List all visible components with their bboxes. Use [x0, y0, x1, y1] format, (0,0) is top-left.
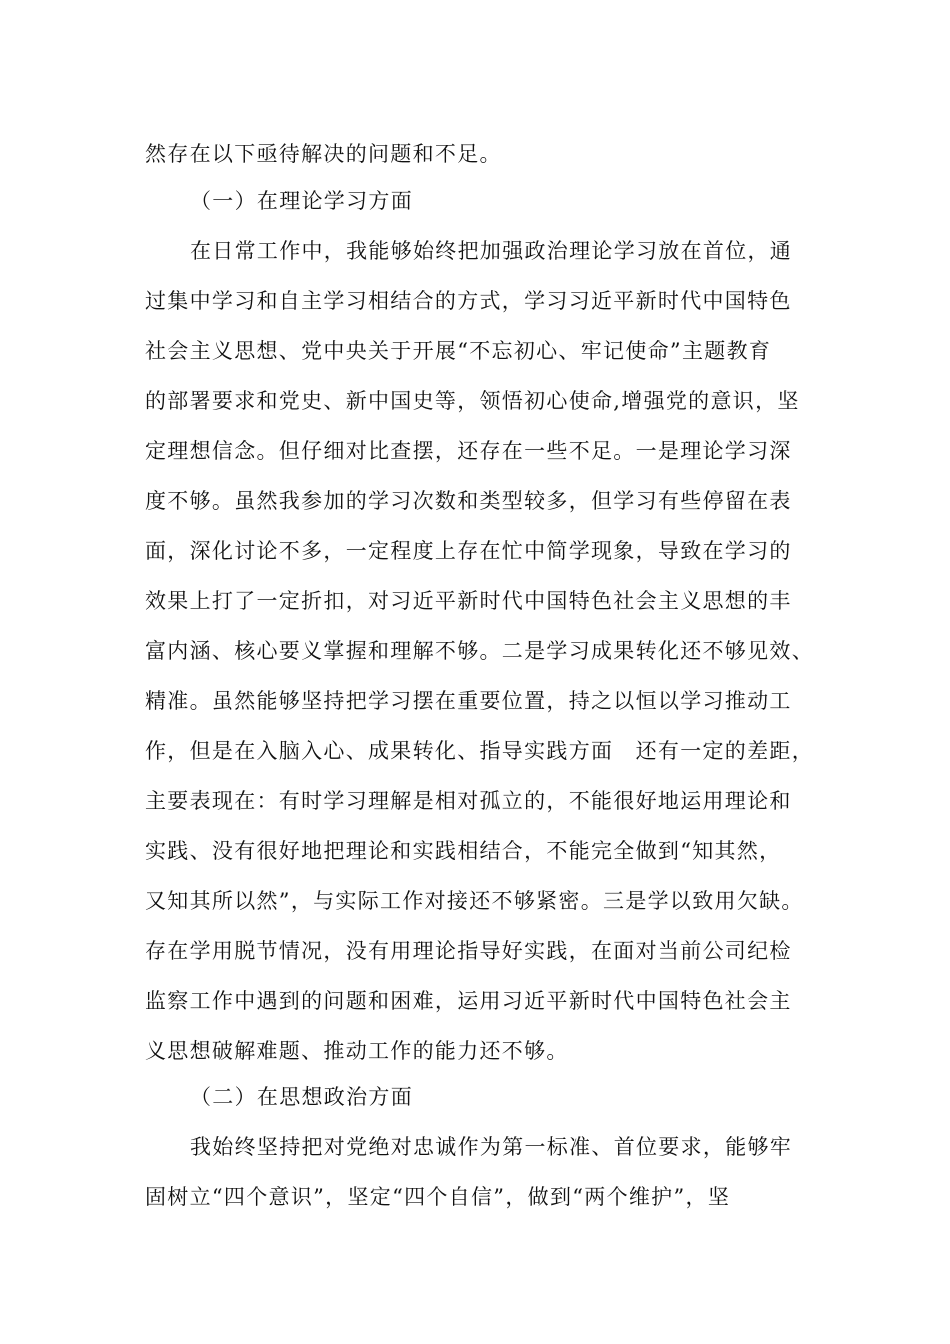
paragraph-line: 定理想信念。但仔细对比查摆，还存在一些不足。一是理论学习深: [145, 439, 792, 463]
section-heading-theory-study: （一）在理论学习方面: [190, 189, 413, 213]
paragraph-line: 富内涵、核心要义掌握和理解不够。二是学习成果转化还不够见效、: [145, 639, 814, 663]
paragraph-line: 在日常工作中，我能够始终把加强政治理论学习放在首位，通: [190, 239, 793, 263]
paragraph-line: 面，深化讨论不多，一定程度上存在忙中简学现象，导致在学习的: [145, 539, 792, 563]
paragraph-line: 精准。虽然能够坚持把学习摆在重要位置，持之以恒以学习推动工: [145, 689, 792, 713]
paragraph-continuation-line: 然存在以下亟待解决的问题和不足。: [145, 142, 502, 166]
paragraph-line: 的部署要求和党史、新中国史等，领悟初心使命,增强党的意识，坚: [145, 389, 800, 413]
paragraph-line: 义思想破解难题、推动工作的能力还不够。: [145, 1039, 569, 1063]
paragraph-line: 固树立“四个意识”，坚定“四个自信”，做到“两个维护”，坚: [145, 1185, 731, 1209]
paragraph-line: 度不够。虽然我参加的学习次数和类型较多，但学习有些停留在表: [145, 489, 792, 513]
section-heading-ideology-politics: （二）在思想政治方面: [190, 1085, 413, 1109]
paragraph-line: 作，但是在入脑入心、成果转化、指导实践方面 还有一定的差距，: [145, 739, 814, 763]
paragraph-line: 效果上打了一定折扣，对习近平新时代中国特色社会主义思想的丰: [145, 589, 792, 613]
paragraph-line: 存在学用脱节情况，没有用理论指导好实践，在面对当前公司纪检: [145, 939, 792, 963]
paragraph-line: 社会主义思想、党中央关于开展“不忘初心、牢记使命”主题教育: [145, 339, 772, 363]
paragraph-line: 实践、没有很好地把理论和实践相结合，不能完全做到“知其然，: [145, 839, 782, 863]
paragraph-line: 我始终坚持把对党绝对忠诚作为第一标准、首位要求，能够牢: [190, 1135, 793, 1159]
paragraph-line: 又知其所以然”，与实际工作对接还不够紧密。三是学以致用欠缺。: [145, 889, 804, 913]
paragraph-line: 过集中学习和自主学习相结合的方式，学习习近平新时代中国特色: [145, 289, 792, 313]
paragraph-line: 主要表现在：有时学习理解是相对孤立的，不能很好地运用理论和: [145, 789, 792, 813]
paragraph-line: 监察工作中遇到的问题和困难，运用习近平新时代中国特色社会主: [145, 989, 792, 1013]
